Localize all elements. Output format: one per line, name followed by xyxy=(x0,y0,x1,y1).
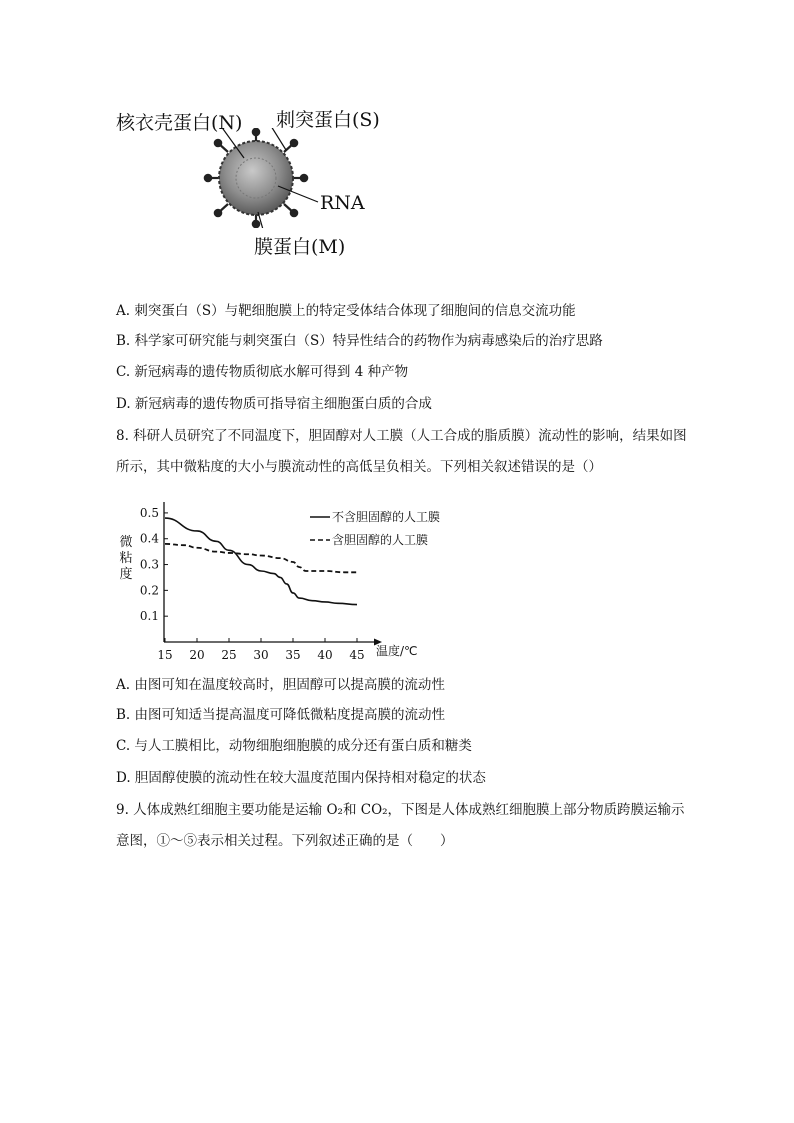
x-tick-label: 15 xyxy=(157,648,173,662)
x-tick-label: 25 xyxy=(221,648,237,662)
virus-illustration xyxy=(196,128,336,228)
legend-label: 不含胆固醇的人工膜 xyxy=(332,510,441,524)
y-tick-label: 0.4 xyxy=(139,531,159,546)
q7-option-a: A. 刺突蛋白（S）与靶细胞膜上的特定受体结合体现了细胞间的信息交流功能 xyxy=(116,303,576,319)
label-spike-protein: 刺突蛋白(S) xyxy=(276,109,380,131)
q9-stem-line-2: 意图，①～⑤表示相关过程。下列叙述正确的是（ ） xyxy=(116,833,454,849)
q8-option-a: A. 由图可知在温度较高时，胆固醇可以提高膜的流动性 xyxy=(116,677,445,693)
x-tick-label: 35 xyxy=(285,648,301,662)
x-tick-label: 20 xyxy=(189,648,205,662)
q8-option-c: C. 与人工膜相比，动物细胞细胞膜的成分还有蛋白质和糖类 xyxy=(116,738,472,754)
q9-stem-line-1: 9. 人体成熟红细胞主要功能是运输 O₂和 CO₂，下图是人体成熟红细胞膜上部分物质跨膜运输示 xyxy=(116,802,685,818)
q7-option-c: C. 新冠病毒的遗传物质彻底水解可得到 4 种产物 xyxy=(116,364,409,380)
y-axis-label-char: 微 xyxy=(119,535,133,550)
series-line-with-cholesterol xyxy=(165,544,357,572)
y-tick-label: 0.3 xyxy=(139,557,159,572)
y-tick-label: 0.2 xyxy=(139,583,159,598)
y-tick-label: 0.1 xyxy=(139,609,159,624)
q7-option-b: B. 科学家可研究能与刺突蛋白（S）特异性结合的药物作为病毒感染后的治疗思路 xyxy=(116,333,603,349)
y-axis-label-char: 度 xyxy=(119,567,133,582)
q8-stem-line-2: 所示，其中微粘度的大小与膜流动性的高低呈负相关。下列相关叙述错误的是（） xyxy=(116,459,602,475)
q8-stem-line-1: 8. 科研人员研究了不同温度下，胆固醇对人工膜（人工合成的脂质膜）流动性的影响，结果如图 xyxy=(116,428,687,444)
label-membrane-protein: 膜蛋白(M) xyxy=(254,236,346,258)
legend-label: 含胆固醇的人工膜 xyxy=(332,533,429,547)
y-axis-label-char: 粘 xyxy=(119,551,133,566)
series-line-without-cholesterol xyxy=(165,518,357,604)
viscosity-chart xyxy=(112,496,452,668)
q8-option-b: B. 由图可知适当提高温度可降低微粘度提高膜的流动性 xyxy=(116,707,446,723)
x-tick-label: 40 xyxy=(317,648,333,662)
y-tick-label: 0.5 xyxy=(139,505,159,520)
label-nucleocapsid-protein: 核衣壳蛋白(N) xyxy=(116,112,243,134)
x-axis-label: 温度/℃ xyxy=(376,644,418,658)
q8-option-d: D. 胆固醇使膜的流动性在较大温度范围内保持相对稳定的状态 xyxy=(116,770,486,786)
label-rna: RNA xyxy=(320,192,365,214)
x-tick-label: 45 xyxy=(349,648,365,662)
q7-option-d: D. 新冠病毒的遗传物质可指导宿主细胞蛋白质的合成 xyxy=(116,396,432,412)
x-tick-label: 30 xyxy=(253,648,269,662)
